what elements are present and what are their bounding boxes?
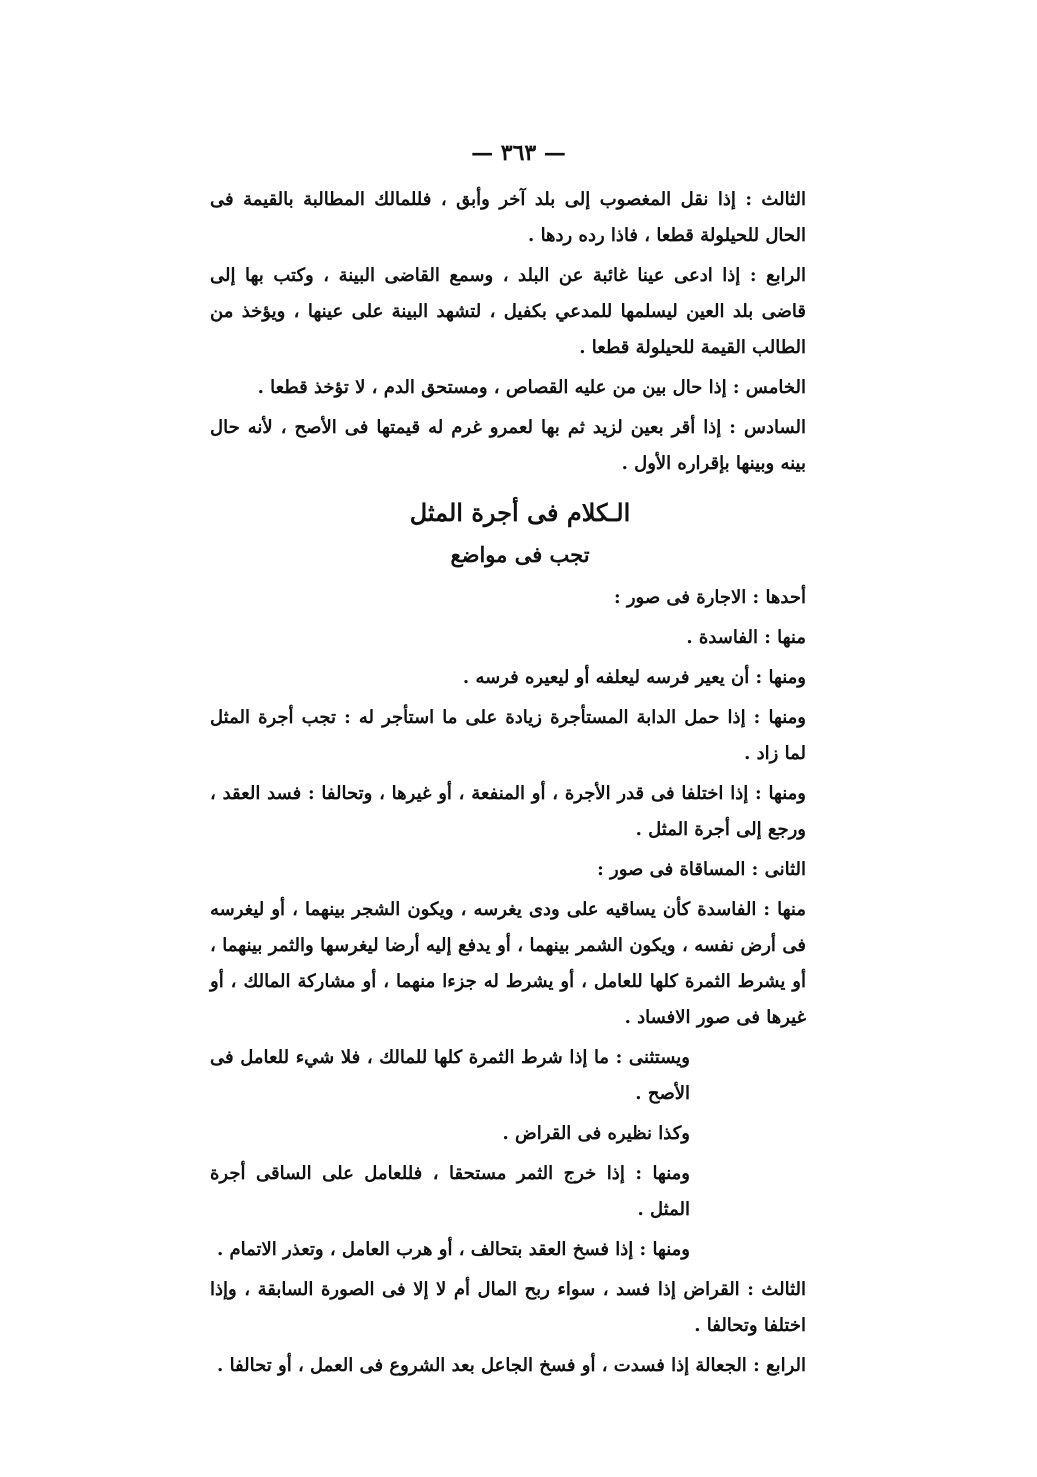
line-thamar-mustahaq: ومنها : إذا خرج الثمر مستحقا ، فللعامل على الساقى أجرة المثل . <box>210 1163 690 1220</box>
paragraph-third-qirad: الثالث : القراض إذا فسد ، سواء ربح المال أم لا إلا فى الصورة السابقة ، وإذا اختلفا وتحالفا . <box>210 1279 806 1336</box>
paragraph-haml-addaba: ومنها : إذا حمل الدابة المستأجرة زيادة على ما استأجر له : تجب أجرة المثل لما زاد . <box>210 707 806 764</box>
line-yustathna: ويستثنى : ما إذا شرط الثمرة كلها للمالك ، فلا شيء للعامل فى الأصح . <box>210 1047 690 1104</box>
paragraph-fourth-jiala: الرابع : الجعالة إذا فسدت ، أو فسخ الجاعل بعد الشروع فى العمل ، أو تحالفا . <box>217 1355 806 1376</box>
paragraph-fourth-case: الرابع : إذا ادعى عينا غائبة عن البلد ، وسمع القاضى البينة ، وكتب بها إلى قاضى بلد العين ليسلمها للمدعي بكفيل ، لتشهد البينة على عينها ، ويؤخذ من الطالب القيمة للحيلولة قطعا . <box>210 265 806 358</box>
line-qirad-nazir: وكذا نظيره فى القراض . <box>502 1123 690 1144</box>
paragraph-ikhtilaf-ujra: ومنها : إذا اختلفا فى قدر الأجرة ، أو المنفعة ، أو غيرها ، وتحالفا : فسد العقد ، ورجع إلى أجرة المثل . <box>210 783 806 840</box>
line-fasida: منها : الفاسدة . <box>686 627 806 648</box>
line-second-musaqat: الثانى : المساقاة فى صور : <box>597 859 806 880</box>
line-yuir-farasahu: ومنها : أن يعير فرسه ليعلفه أو ليعيره فرسه . <box>462 667 806 688</box>
page-number: — ٣٦٣ — <box>471 140 566 166</box>
line-faskh-aqd: ومنها : إذا فسخ العقد بتحالف ، أو هرب العامل ، وتعذر الاتمام . <box>216 1239 690 1260</box>
paragraph-musaqat-fasida: منها : الفاسدة كأن يساقيه على ودى يغرسه ، ويكون الشجر بينهما ، أو ليغرسه فى أرض نفسه ، ويكون الشمر بينهما ، أو يدفع إليه أرضا ليغرسها والثمر بينهما ، أو يشرط الثمرة كلها للعامل ، أو يشرط له جزءا منهما ، أو مشاركة المالك ، أو غيرها فى صور الافساد . <box>210 899 806 1028</box>
line-first-ijara: أحدها : الاجارة فى صور : <box>613 587 806 608</box>
paragraph-third-case: الثالث : إذا نقل المغصوب إلى بلد آخر وأبق ، فللمالك المطالبة بالقيمة فى الحال للحيلولة قطعا ، فاذا رده ردها . <box>210 189 806 246</box>
page-body <box>210 182 830 1388</box>
paragraph-sixth-case: السادس : إذا أقر بعين لزيد ثم بها لعمرو غرم له قيمتها فى الأصح ، لأنه حال بينه وبينها بإقراره الأول . <box>210 417 806 474</box>
paragraph-fifth-case: الخامس : إذا حال بين من عليه القصاص ، ومستحق الدم ، لا تؤخذ قطعا . <box>257 377 806 398</box>
section-subheading: تجب فى مواضع <box>450 542 590 567</box>
section-heading: الـكلام فى أجرة المثل <box>409 498 631 527</box>
